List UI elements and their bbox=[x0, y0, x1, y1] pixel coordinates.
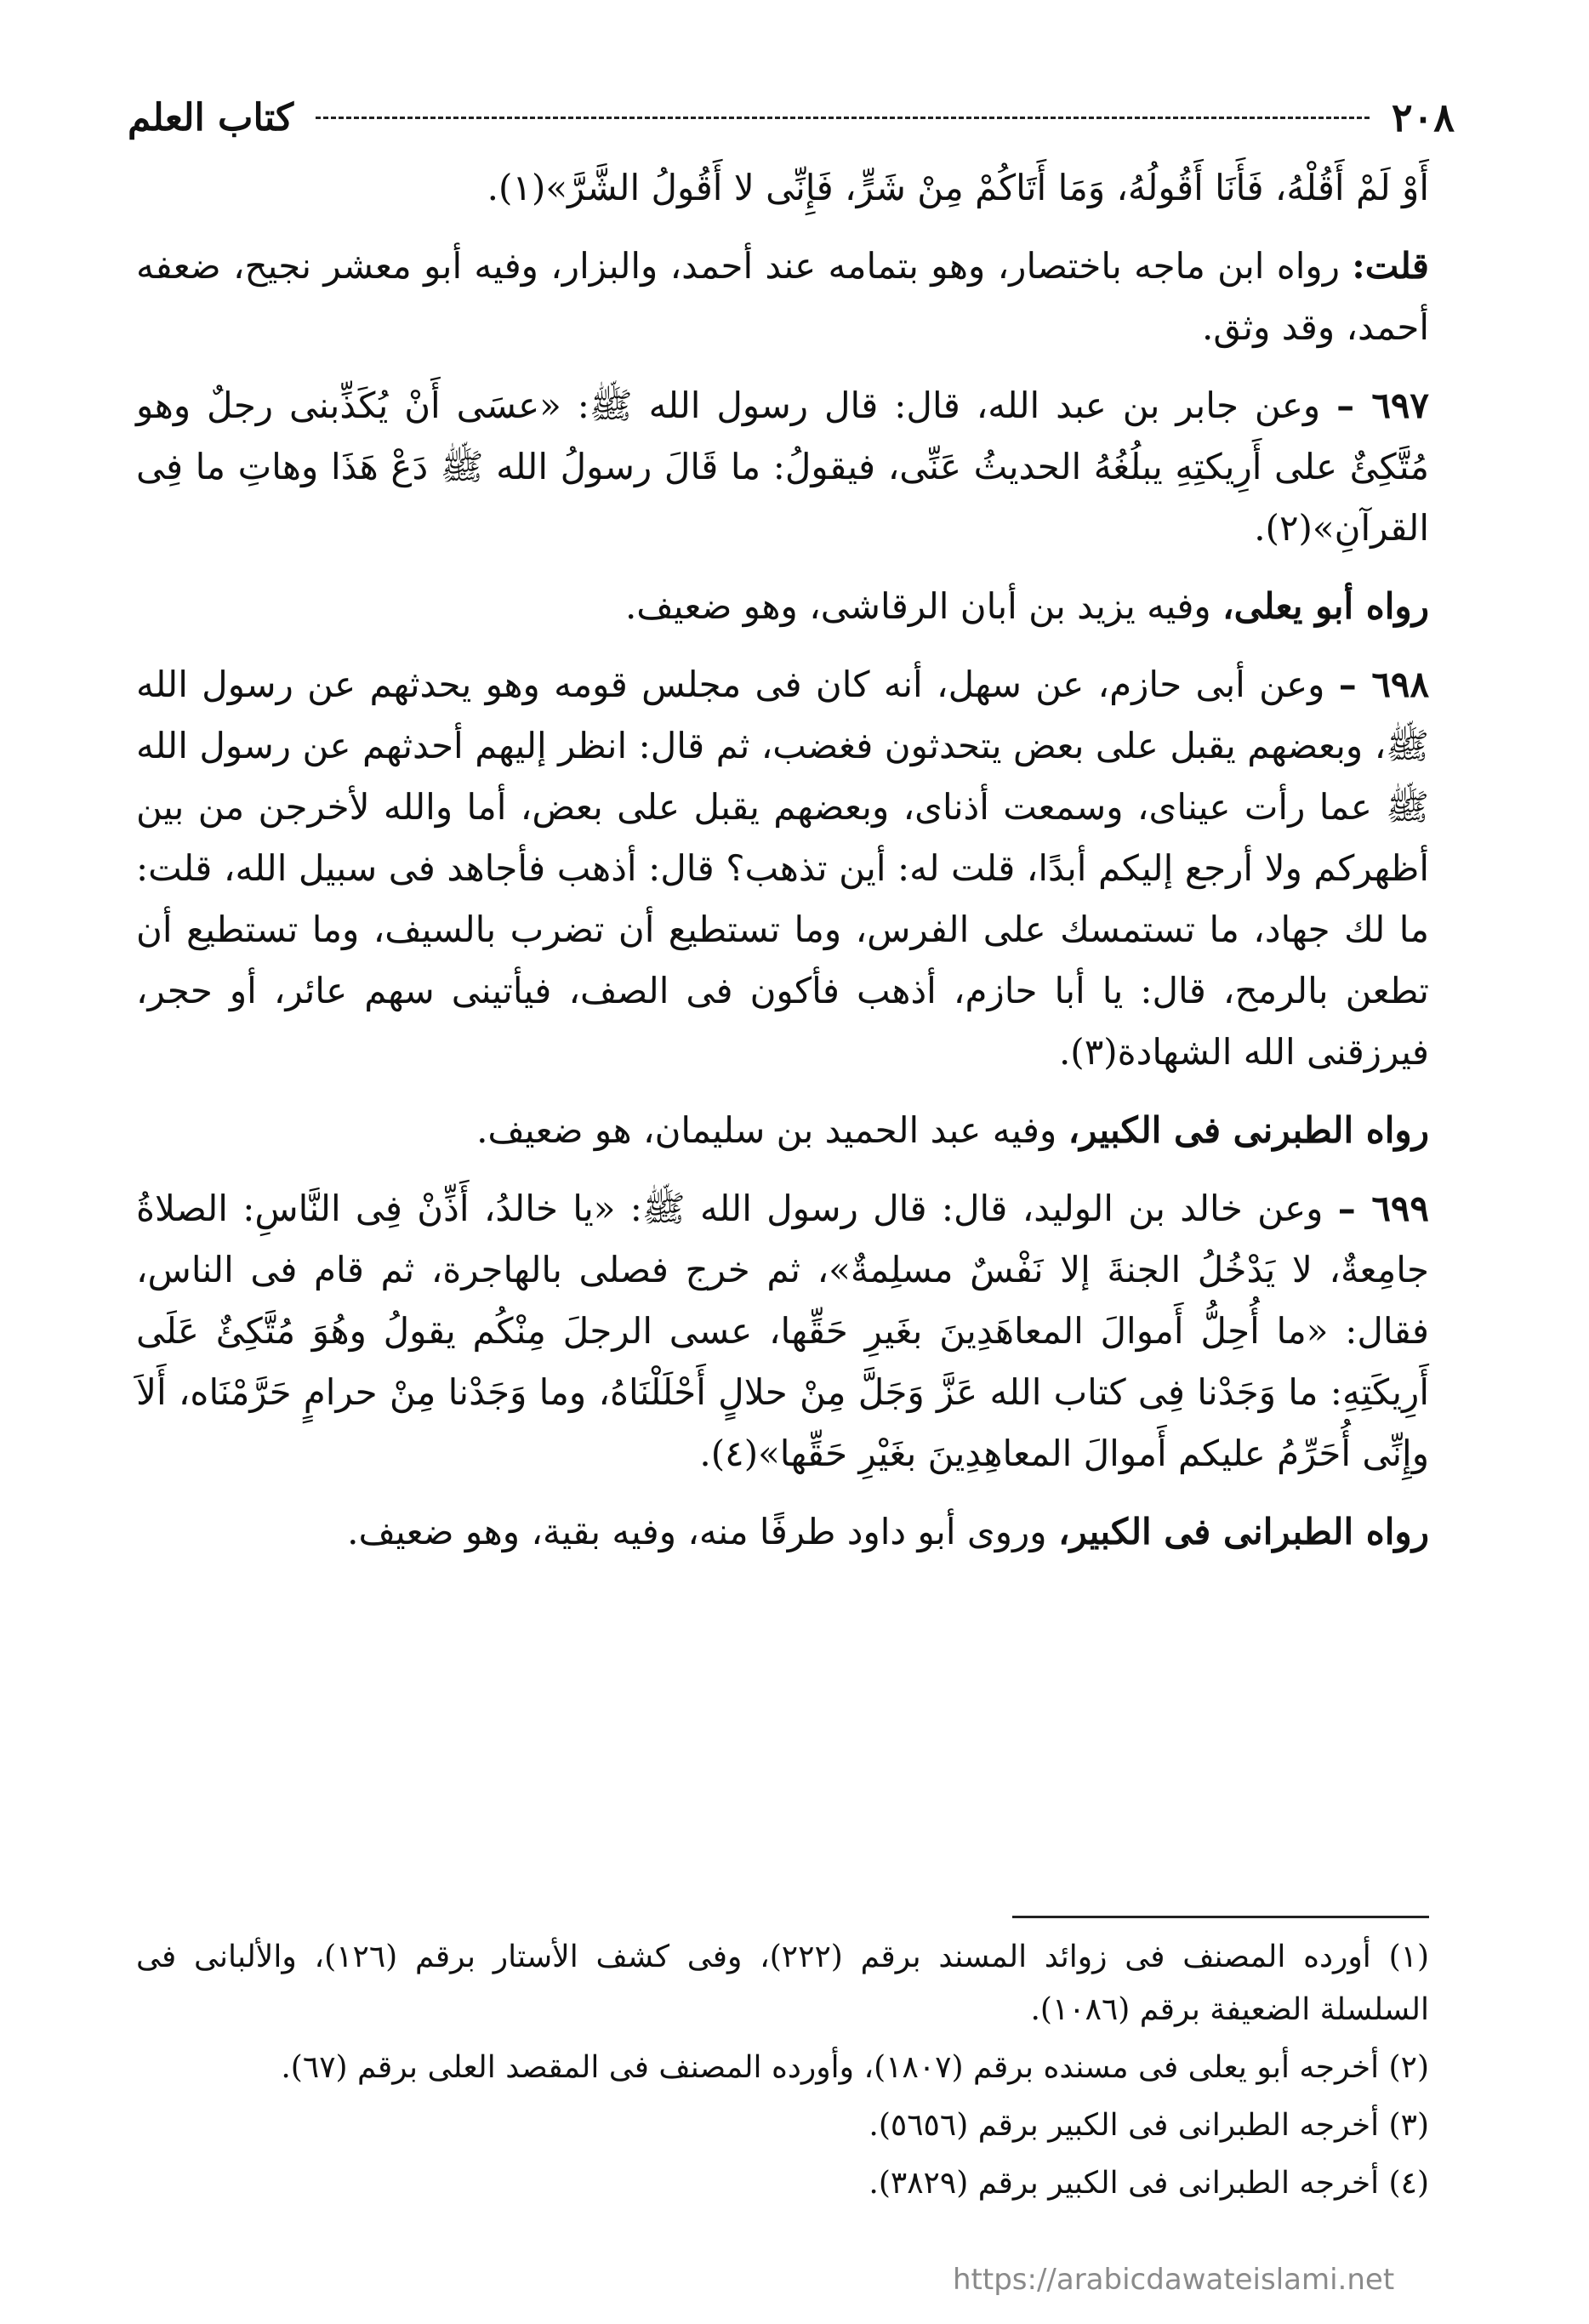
paragraph-lead: رواه الطبرنى فى الكبير، bbox=[1068, 1109, 1429, 1151]
watermark-url: https://arabicdawateislami.net bbox=[953, 2263, 1395, 2297]
footnote-separator bbox=[1012, 1916, 1429, 1918]
footnotes bbox=[136, 1931, 1429, 2215]
main-text bbox=[136, 157, 1429, 1580]
page-number: ٢٠٨ bbox=[1391, 94, 1455, 140]
hadith-number: ٦٩٧ – bbox=[1336, 384, 1429, 426]
hadith-text: وعن جابر بن عبد الله، قال: قال رسول الله ﷺ: «عسَى أَنْ يُكَذِّبنى رجلٌ وهو مُتَّكِئٌ على أَرِيكتِهِ يبلُغُهُ الحديثُ عَنِّى، فيقولُ: ما قَالَ رسولُ الله ﷺ دَعْ هَذَا وهاتِ ما فِى القرآنِ»(٢). bbox=[136, 384, 1429, 549]
paragraph-continuation bbox=[136, 157, 1429, 219]
paragraph-narration bbox=[136, 1100, 1429, 1161]
paragraph-text: رواه ابن ماجه باختصار، وهو بتمامه عند أحمد، والبزار، وفيه أبو معشر نجيح، ضعفه أحمد، وقد وثق. bbox=[136, 245, 1429, 348]
hadith-697 bbox=[136, 375, 1429, 559]
paragraph-text: أَوْ لَمْ أَقُلْهُ، فَأَنَا أَقُولُهُ، وَمَا أَتَاكُمْ مِنْ شَرٍّ، فَإِنِّى لا أَقُولُ الشَّرَّ»(١). bbox=[487, 167, 1429, 208]
book-title: كتاب العلم bbox=[128, 95, 294, 140]
paragraph-lead: رواه الطبرانى فى الكبير، bbox=[1057, 1511, 1429, 1552]
page-header bbox=[128, 92, 1455, 143]
paragraph-text: وروى أبو داود طرفًا منه، وفيه بقية، وهو ضعيف. bbox=[347, 1511, 1058, 1552]
footnote-2: (٢) أخرجه أبو يعلى فى مسنده برقم (١٨٠٧)، وأورده المصنف فى المقصد العلى برقم (٦٧). bbox=[281, 2050, 1429, 2085]
hadith-698 bbox=[136, 654, 1429, 1083]
hadith-text: وعن أبى حازم، عن سهل، أنه كان فى مجلس قومه وهو يحدثهم عن رسول الله ﷺ، وبعضهم يقبل على بعض يتحدثون فغضب، ثم قال: انظر إليهم أحدثهم عن رسول الله ﷺ عما رأت عيناى، وسمعت أذناى، وبعضهم يقبل على بعض، أما والله لأخرجن من بين أظهركم ولا أرجع إليكم أبدًا، قلت له: أين تذهب؟ قال: أذهب فأجاهد فى سبيل الله، قلت: ما لك جهاد، ما تستمسك على الفرس، وما تستطيع أن تضرب بالسيف، وما تستطيع أن تطعن بالرمح، قال: يا أبا حازم، أذهب فأكون فى الصف، فيأتينى سهم عائر، أو حجر، فيرزقنى الله الشهادة(٣). bbox=[136, 664, 1429, 1073]
paragraph-commentary bbox=[136, 236, 1429, 358]
paragraph-lead: قلت: bbox=[1352, 245, 1429, 287]
paragraph-text: وفيه عبد الحميد بن سليمان، هو ضعيف. bbox=[476, 1109, 1068, 1151]
footnote-3: (٣) أخرجه الطبرانى فى الكبير برقم (٥٦٥٦). bbox=[869, 2108, 1429, 2143]
paragraph-lead: رواه أبو يعلى، bbox=[1222, 585, 1429, 627]
hadith-number: ٦٩٩ – bbox=[1337, 1188, 1429, 1229]
hadith-699 bbox=[136, 1178, 1429, 1484]
paragraph-narration bbox=[136, 576, 1429, 637]
paragraph-narration bbox=[136, 1501, 1429, 1563]
footnote-1: (١) أورده المصنف فى زوائد المسند برقم (٢٢٢)، وفى كشف الأستار برقم (١٢٦)، والألبانى فى السلسلة الضعيفة برقم (١٠٨٦). bbox=[136, 1940, 1430, 2027]
hadith-number: ٦٩٨ – bbox=[1338, 664, 1430, 705]
footnote-4: (٤) أخرجه الطبرانى فى الكبير برقم (٣٨٢٩). bbox=[869, 2166, 1429, 2201]
hadith-text: وعن خالد بن الوليد، قال: قال رسول الله ﷺ: «يا خالدُ، أَذِّنْ فِى النَّاسِ: الصلاةُ جامِعةٌ، لا يَدْخُلُ الجنةَ إلا نَفْسٌ مسلِمةٌ»، ثم خرج فصلى بالهاجرة، ثم قام فى الناس، فقال: «ما أُحِلُّ أَموالَ المعاهَدِينَ بغَيرِ حَقِّها، عسى الرجلَ مِنْكُم يقولُ وهُوَ مُتَّكِئٌ عَلَى أَرِيكَتِهِ: ما وَجَدْنا فِى كتاب الله عَزَّ وَجَلَّ مِنْ حلالٍ أَحْلَلْنَاهُ، وما وَجَدْنا مِنْ حرامٍ حَرَّمْنَاه، أَلاَ وإِنِّى أُحَرِّمُ عليكم أَموالَ المعاهِدِينَ بغَيْرِ حَقِّها»(٤). bbox=[136, 1188, 1429, 1474]
header-dashed-rule bbox=[316, 117, 1370, 119]
paragraph-text: وفيه يزيد بن أبان الرقاشى، وهو ضعيف. bbox=[624, 585, 1223, 627]
